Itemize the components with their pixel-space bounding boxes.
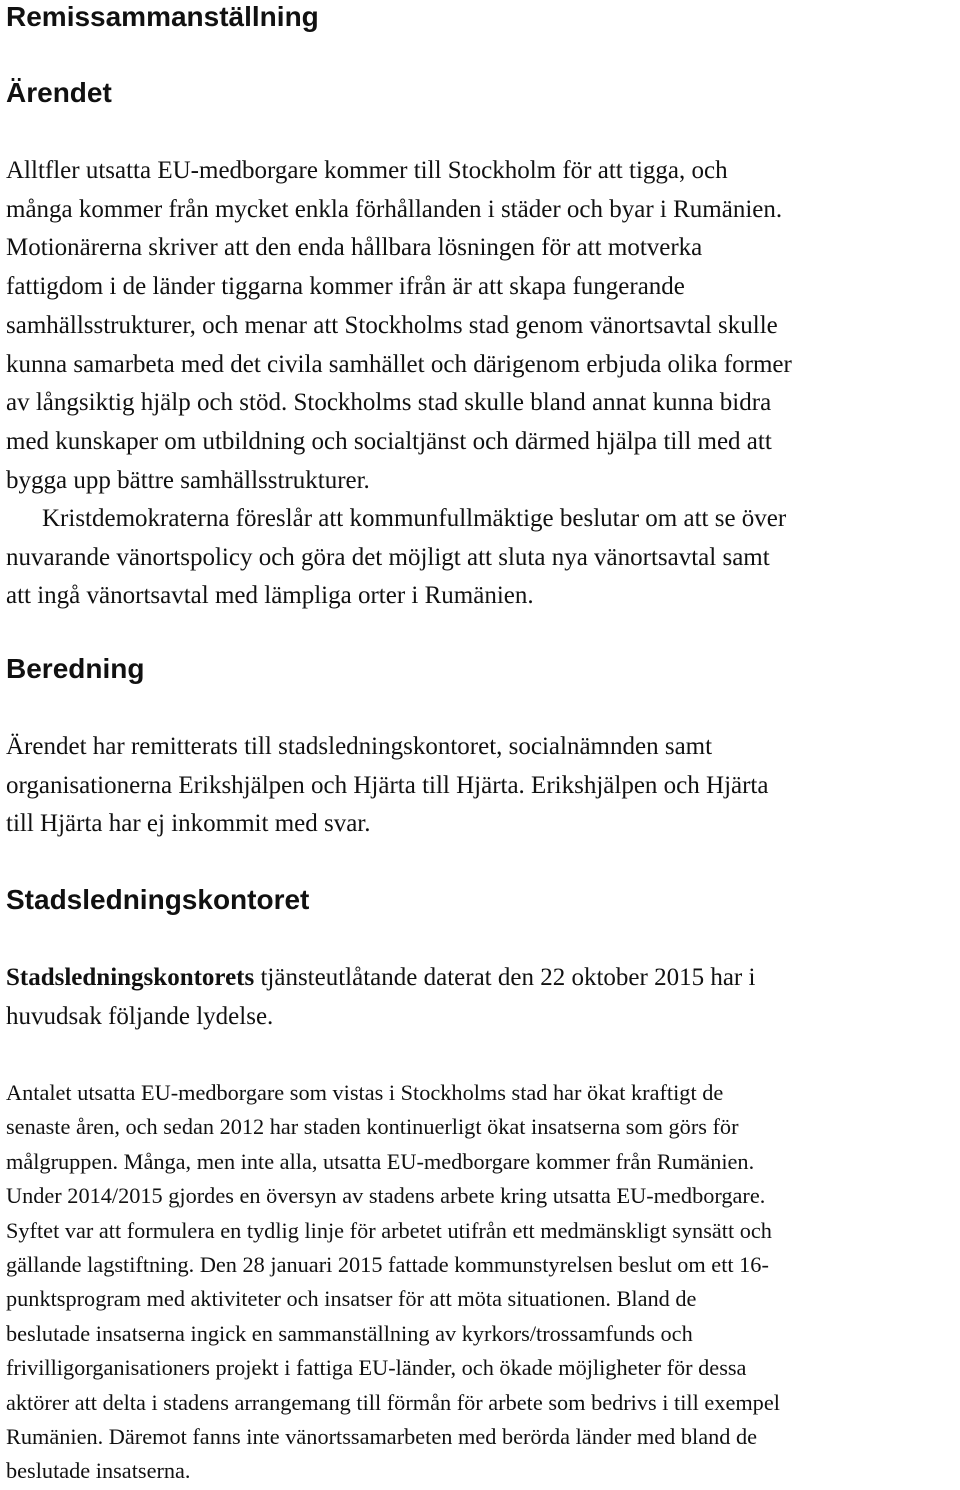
text-line: bygga upp bättre samhällsstrukturer.: [6, 466, 370, 494]
section-heading-beredning: Beredning: [6, 653, 145, 684]
beredning-paragraph: [6, 728, 954, 844]
text-line: [6, 959, 954, 998]
section-heading-arendet: Ärendet: [6, 77, 112, 108]
text-line: beslutade insatserna.: [6, 1458, 191, 1484]
text-line: kunna samarbeta med det civila samhället och därigenom erbjuda olika former: [6, 350, 792, 378]
text-line: Kristdemokraterna föreslår att kommunfullmäktige beslutar om att se över: [42, 505, 787, 532]
text-line: huvudsak följande lydelse.: [6, 1002, 274, 1030]
stadsledningskontoret-intro: [6, 959, 954, 1036]
text-line: beslutade insatserna ingick en sammanställning av kyrkors/trossamfunds och: [6, 1320, 693, 1346]
intro-bold-text: Stadsledningskontorets: [6, 964, 255, 991]
intro-rest-text: tjänsteutlåtande daterat den 22 oktober 2015 har i: [254, 964, 756, 991]
text-line: med kunskaper om utbildning och socialtjänst och därmed hjälpa till med att: [6, 427, 772, 455]
document-title: Remissammanställning: [6, 1, 319, 32]
arendet-paragraph-1: [6, 152, 954, 500]
stadsledningskontoret-quote: [6, 1076, 954, 1489]
text-line: Ärendet har remitterats till stadsledningskontoret, socialnämnden samt: [6, 733, 713, 760]
text-line: Alltfler utsatta EU-medborgare kommer till Stockholm för att tigga, och: [6, 157, 728, 184]
text-line: av långsiktig hjälp och stöd. Stockholms stad skulle bland annat kunna bidra: [6, 389, 772, 417]
text-line: samhällsstrukturer, och menar att Stockholms stad genom vänortsavtal skulle: [6, 311, 778, 339]
text-line: fattigdom i de länder tiggarna kommer ifrån är att skapa fungerande: [6, 273, 685, 301]
text-line: Motionärerna skriver att den enda hållbara lösningen för att motverka: [6, 234, 703, 262]
text-line: organisationerna Erikshjälpen och Hjärta till Hjärta. Erikshjälpen och Hjärta: [6, 771, 769, 799]
text-line: senaste åren, och sedan 2012 har staden kontinuerligt ökat insatserna som görs för: [6, 1114, 739, 1140]
text-line: till Hjärta har ej inkommit med svar.: [6, 810, 371, 838]
text-line: målgruppen. Många, men inte alla, utsatta EU-medborgare kommer från Rumänien.: [6, 1148, 755, 1174]
arendet-paragraph-2: [6, 500, 954, 616]
text-line: Antalet utsatta EU-medborgare som vistas i Stockholms stad har ökat kraftigt de: [6, 1080, 724, 1105]
text-line: många kommer från mycket enkla förhållanden i städer och byar i Rumänien.: [6, 195, 783, 223]
text-line: Syftet var att formulera en tydlig linje för arbetet utifrån ett medmänskligt synsätt och: [6, 1217, 772, 1243]
text-line: frivilligorganisationers projekt i fattiga EU-länder, och ökade möjligheter för dessa: [6, 1355, 747, 1381]
text-line: aktörer att delta i stadens arrangemang till förmån för arbete som bedrivs i till exempel: [6, 1389, 780, 1415]
text-line: gällande lagstiftning. Den 28 januari 2015 fattade kommunstyrelsen beslut om ett 16-: [6, 1252, 769, 1278]
text-line: punktsprogram med aktiviteter och insatser för att möta situationen. Bland de: [6, 1286, 697, 1312]
section-heading-stadsledningskontoret: Stadsledningskontoret: [6, 884, 310, 915]
text-line: Rumänien. Däremot fanns inte vänortssamarbeten med berörda länder med bland de: [6, 1424, 758, 1450]
text-line: att ingå vänortsavtal med lämpliga orter i Rumänien.: [6, 582, 534, 610]
text-line: Under 2014/2015 gjordes en översyn av stadens arbete kring utsatta EU-medborgare.: [6, 1183, 766, 1209]
text-line: nuvarande vänortspolicy och göra det möjligt att sluta nya vänortsavtal samt: [6, 543, 770, 571]
